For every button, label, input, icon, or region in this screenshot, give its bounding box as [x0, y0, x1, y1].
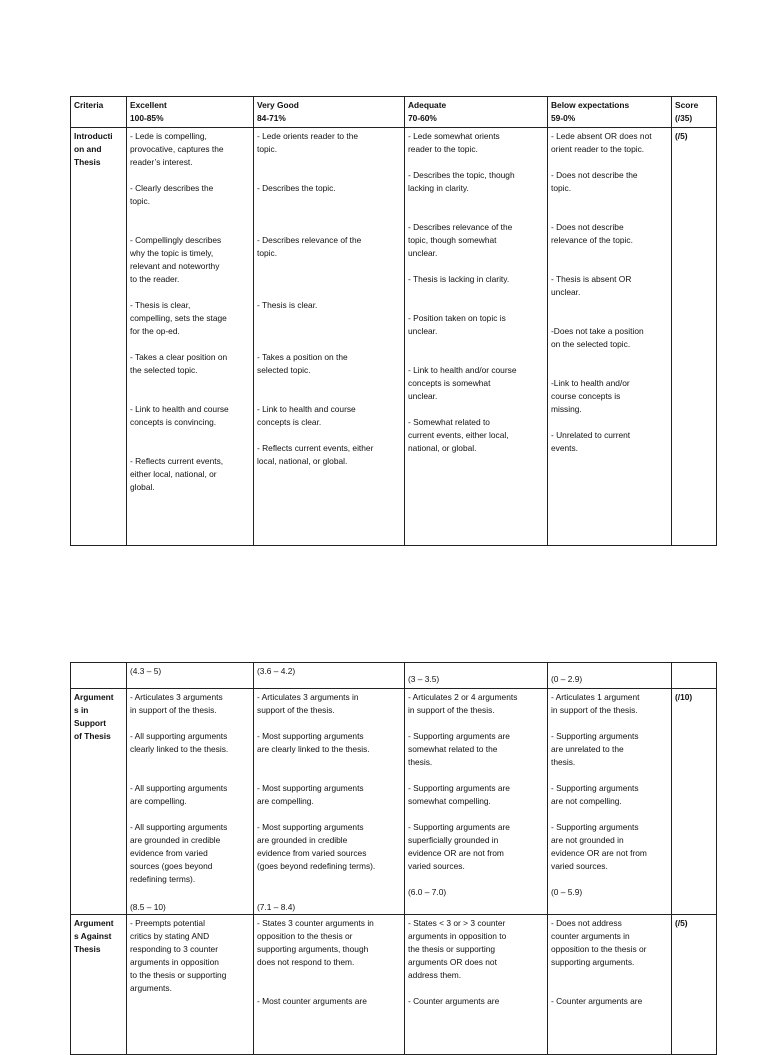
criterion-item: - Supporting arguments are not compelling.	[551, 783, 639, 807]
criterion-item: - Takes a clear position on the selected topic.	[130, 352, 228, 376]
header-row	[71, 97, 717, 128]
excellent-range-cell	[127, 663, 254, 689]
introduction-row	[71, 128, 717, 546]
criterion-item: - Describes relevance of the topic, though somewhat unclear.	[408, 222, 513, 259]
criterion-item: - Counter arguments are	[408, 996, 500, 1007]
criterion-item: - Articulates 3 arguments in support of the thesis.	[257, 692, 359, 716]
criterion-item: - All supporting arguments clearly linked to the thesis.	[130, 731, 229, 755]
criterion-item: - Describes relevance of the topic.	[257, 235, 362, 259]
criterion-item: - Reflects current events, either local, national, or global.	[257, 443, 374, 467]
excellent-header	[127, 97, 254, 128]
adequate-header	[405, 97, 548, 128]
criterion-item: - Link to health and course concepts is clear.	[257, 404, 356, 428]
score-arguments-against: (/5)	[672, 915, 717, 1055]
criterion-item: - Lede absent OR does not orient reader to the topic.	[551, 131, 652, 155]
below-range-cell	[548, 663, 672, 689]
score-header	[672, 97, 717, 128]
criterion-item: - Describes the topic, though lacking in clarity.	[408, 170, 515, 194]
criterion-item: - Supporting arguments are superficially grounded in evidence OR are not from varied sources.	[408, 822, 510, 872]
below-row-range: (0 – 5.9)	[551, 887, 583, 898]
adequate-range-cell	[405, 663, 548, 689]
criterion-item: - Takes a position on the selected topic.	[257, 352, 348, 376]
criterion-item: - All supporting arguments are grounded in credible evidence from varied sources (goes beyond redefining terms).	[130, 822, 228, 885]
very-good-range: (3.6 – 4.2)	[257, 666, 296, 676]
criterion-item: - Lede somewhat orients reader to the topic.	[408, 131, 500, 155]
criterion-item: - Articulates 2 or 4 arguments in support of the thesis.	[408, 692, 518, 716]
criterion-item: - Describes the topic.	[257, 183, 336, 194]
adequate-cell	[405, 128, 548, 546]
criterion-item: - Thesis is clear, compelling, sets the stage for the op-ed.	[130, 300, 227, 337]
below-header	[548, 97, 672, 128]
criterion-item: - Supporting arguments are unrelated to the thesis.	[551, 731, 639, 768]
criterion-item: - Somewhat related to current events, either local, national, or global.	[408, 417, 509, 454]
criterion-item: - Counter arguments are	[551, 996, 643, 1007]
criteria-introduction: Introducti on and Thesis	[71, 128, 127, 546]
criterion-item: - Most counter arguments are	[257, 996, 367, 1007]
criterion-item: -Link to health and/or course concepts is missing.	[551, 378, 630, 415]
criteria-arguments-support: Argument s in Support of Thesis	[71, 689, 127, 915]
very-good-cell	[254, 915, 405, 1055]
criterion-item: - Unrelated to current events.	[551, 430, 631, 454]
very-good-cell	[254, 689, 405, 915]
empty-cell	[71, 663, 127, 689]
score-arguments-support: (/10)	[672, 689, 717, 915]
criterion-item: - Articulates 1 argument in support of the thesis.	[551, 692, 640, 716]
adequate-cell	[405, 689, 548, 915]
criterion-item: - Thesis is clear.	[257, 300, 318, 311]
below-label: Below expectations	[551, 100, 630, 110]
below-cell	[548, 915, 672, 1055]
arguments-against-row	[71, 915, 717, 1055]
criterion-item: - Supporting arguments are somewhat related to the thesis.	[408, 731, 510, 768]
score-label: Score	[675, 100, 699, 110]
excellent-cell	[127, 915, 254, 1055]
criterion-item: - States < 3 or > 3 counter arguments in opposition to the thesis or supporting arguments OR does not address them.	[408, 918, 507, 981]
criterion-item: -Does not take a position on the selected topic.	[551, 326, 644, 350]
rubric-table-arguments	[70, 662, 717, 1055]
criterion-item: - Most supporting arguments are grounded in credible evidence from varied sources (goes beyond redefining terms).	[257, 822, 376, 872]
criterion-item: - States 3 counter arguments in opposition to the thesis or supporting arguments, though does not respond to them.	[257, 918, 374, 968]
criteria-header: Criteria	[71, 97, 127, 128]
excellent-range: 100-85%	[130, 113, 164, 124]
criterion-item: - Link to health and/or course concepts is somewhat unclear.	[408, 365, 517, 402]
rubric-table-introduction	[70, 96, 717, 546]
adequate-cell	[405, 915, 548, 1055]
score-introduction: (/5)	[672, 128, 717, 546]
adequate-range: 70-60%	[408, 113, 437, 124]
very-good-label: Very Good	[257, 100, 299, 110]
adequate-row-range: (6.0 – 7.0)	[408, 887, 447, 898]
very-good-next-range: (7.1 – 8.4)	[257, 901, 296, 912]
criterion-item: - Position taken on topic is unclear.	[408, 313, 506, 337]
criterion-item: - Compellingly describes why the topic is timely, relevant and noteworthy to the reader.	[130, 235, 222, 285]
criterion-item: - Thesis is absent OR unclear.	[551, 274, 632, 298]
criterion-item: - Most supporting arguments are clearly linked to the thesis.	[257, 731, 370, 755]
criteria-arguments-against: Argument s Against Thesis	[71, 915, 127, 1055]
arguments-support-row	[71, 689, 717, 915]
very-good-range: 84-71%	[257, 113, 286, 124]
very-good-range-cell	[254, 663, 405, 689]
criterion-item: - Does not describe relevance of the topic.	[551, 222, 633, 246]
score-total: (/35)	[675, 113, 693, 124]
criterion-item: - Does not describe the topic.	[551, 170, 638, 194]
below-cell	[548, 689, 672, 915]
criterion-item: - Link to health and course concepts is convincing.	[130, 404, 229, 428]
adequate-range: (3 – 3.5)	[408, 673, 440, 684]
criterion-item: - Articulates 3 arguments in support of the thesis.	[130, 692, 223, 716]
range-row	[71, 663, 717, 689]
excellent-next-range: (8.5 – 10)	[130, 901, 166, 912]
criterion-item: - Lede is compelling, provocative, captures the reader’s interest.	[130, 131, 224, 168]
excellent-cell	[127, 128, 254, 546]
criterion-item: - Supporting arguments are somewhat compelling.	[408, 783, 510, 807]
empty-cell	[672, 663, 717, 689]
excellent-label: Excellent	[130, 100, 167, 110]
adequate-label: Adequate	[408, 100, 447, 110]
criterion-item: - Clearly describes the topic.	[130, 183, 214, 207]
below-cell	[548, 128, 672, 546]
below-range: (0 – 2.9)	[551, 673, 583, 684]
criterion-item: - Most supporting arguments are compelling.	[257, 783, 364, 807]
criterion-item: - Preempts potential critics by stating AND responding to 3 counter arguments in opposition to the thesis or supporting arguments.	[130, 918, 227, 994]
criterion-item: - Reflects current events, either local, national, or global.	[130, 456, 224, 493]
excellent-cell	[127, 689, 254, 915]
criterion-item: - Supporting arguments are not grounded in evidence OR are not from varied sources.	[551, 822, 647, 872]
very-good-header	[254, 97, 405, 128]
criterion-item: - Lede orients reader to the topic.	[257, 131, 359, 155]
very-good-cell	[254, 128, 405, 546]
below-range: 59-0%	[551, 113, 576, 124]
criterion-item: - Does not address counter arguments in opposition to the thesis or supporting arguments.	[551, 918, 647, 968]
excellent-range: (4.3 – 5)	[130, 666, 162, 676]
criterion-item: - All supporting arguments are compelling.	[130, 783, 228, 807]
criterion-item: - Thesis is lacking in clarity.	[408, 274, 510, 285]
